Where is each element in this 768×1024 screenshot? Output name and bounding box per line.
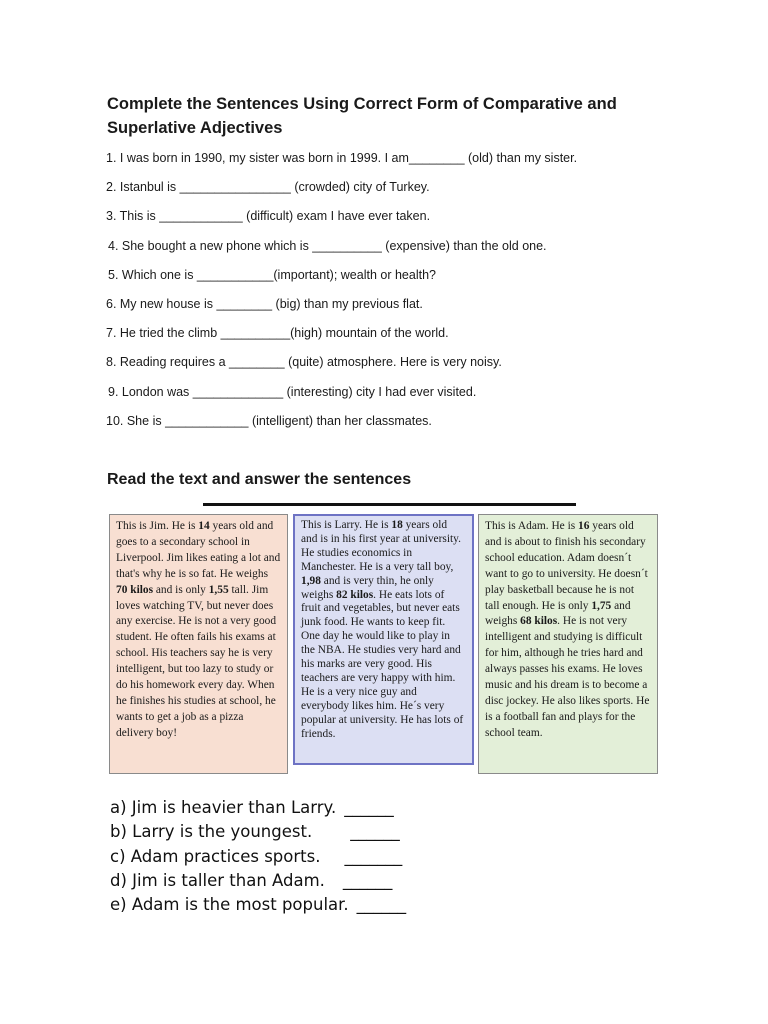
exercise-item: 9. London was _____________ (interesting) city I had ever visited. (108, 384, 477, 399)
jim-text-box (109, 514, 288, 774)
adam-text: This is Adam. He is (485, 520, 579, 532)
larry-height: 1,98 (301, 574, 321, 587)
answer-blank: ______ (344, 798, 394, 817)
jim-text: tall. Jim loves watching TV, but never does any exercise. He is not a very good student. He often fails his exams at school. His teachers say he is very intelligent, but too lazy to study or do his homework every day. When he finishes his studies at school, he wants to get a job as a pizza delivery boy! (116, 583, 277, 739)
exercise-item: 3. This is ____________ (difficult) exam I have ever taken. (106, 209, 431, 224)
question-label: a) Jim is heavier than Larry. (110, 798, 337, 817)
question-label: c) Adam practices sports. (110, 846, 321, 866)
adam-text: and weighs (485, 599, 631, 628)
exercise-item: 8. Reading requires a ________ (quite) atmosphere. Here is very noisy. (106, 355, 502, 370)
exercise-item: 10. She is ____________ (intelligent) than her classmates. (106, 413, 432, 428)
larry-weight: 82 kilos (336, 588, 374, 601)
adam-text: years old and is about to finish his secondary school education. Adam doesn´t want to go to university. He doesn´t play basketball because he is not tall enough. He is only (485, 520, 648, 612)
jim-text: and is only (153, 583, 209, 596)
larry-text: . He eats lots of fruit and vegetables, but never eats junk food. He wants to keep fit. One day he would like to play in the NBA. He studies very hard and his marks are very good. His teachers are very happy with him. He is a very nice guy and everybody likes him. He´s very popular at university. He has lots of friends. (301, 588, 464, 740)
reading-heading: Read the text and answer the sentences (107, 471, 412, 488)
adam-age: 16 (578, 520, 590, 532)
question-item (110, 820, 470, 844)
question-item (110, 869, 470, 893)
jim-weight: 70 kilos (116, 583, 154, 596)
exercise-item: 4. She bought a new phone which is __________ (expensive) than the old one. (108, 238, 547, 253)
question-item (110, 845, 470, 869)
exercise-item: 7. He tried the climb __________(high) mountain of the world. (106, 326, 449, 341)
jim-height: 1,55 (208, 583, 229, 596)
jim-age: 14 (198, 520, 210, 532)
larry-text: This is Larry. He is (301, 519, 392, 531)
answer-blank: ______ (350, 822, 400, 842)
question-list (110, 796, 470, 917)
larry-age: 18 (391, 519, 403, 531)
worksheet-title: Complete the Sentences Using Correct Form of Comparative and Superlative Adjectives (107, 95, 617, 137)
larry-text: and is very thin, he only weighs (301, 574, 434, 601)
jim-text: years old and goes to a secondary school in Liverpool. Jim likes eating a lot and that's why he is so fat. He weighs (116, 520, 281, 580)
adam-text-box (478, 514, 658, 774)
adam-weight: 68 kilos (520, 615, 558, 628)
question-label: b) Larry is the youngest. (110, 822, 313, 842)
adam-height: 1,75 (591, 599, 612, 612)
question-item (110, 893, 470, 917)
exercise-item: 5. Which one is ___________(important); wealth or health? (108, 267, 436, 282)
exercise-item: 2. Istanbul is ________________ (crowded) city of Turkey. (106, 180, 430, 195)
exercise-item: 6. My new house is ________ (big) than my previous flat. (106, 296, 423, 311)
answer-blank: ______ (342, 870, 393, 890)
adam-text: . He is not very intelligent and studying is difficult for him, although he tries hard and always passes his exams. He loves music and his dream is to become a disc jockey. He also likes sports. He is a football fan and plays for the school team. (485, 615, 650, 739)
answer-blank: ______ (356, 895, 407, 915)
exercise-item: 1. I was born in 1990, my sister was born in 1999. I am________ (old) than my sister. (106, 151, 578, 165)
question-item (110, 796, 470, 820)
jim-text: This is Jim. He is (116, 520, 199, 532)
divider-line (203, 503, 576, 506)
answer-blank: _______ (344, 846, 403, 866)
larry-text-box (293, 514, 474, 765)
exercise-list (106, 150, 706, 442)
question-label: e) Adam is the most popular. (110, 895, 349, 915)
larry-text: years old and is in his first year at university. He studies economics in Manchester. He is a very tall boy, (301, 519, 461, 573)
question-label: d) Jim is taller than Adam. (110, 870, 325, 890)
